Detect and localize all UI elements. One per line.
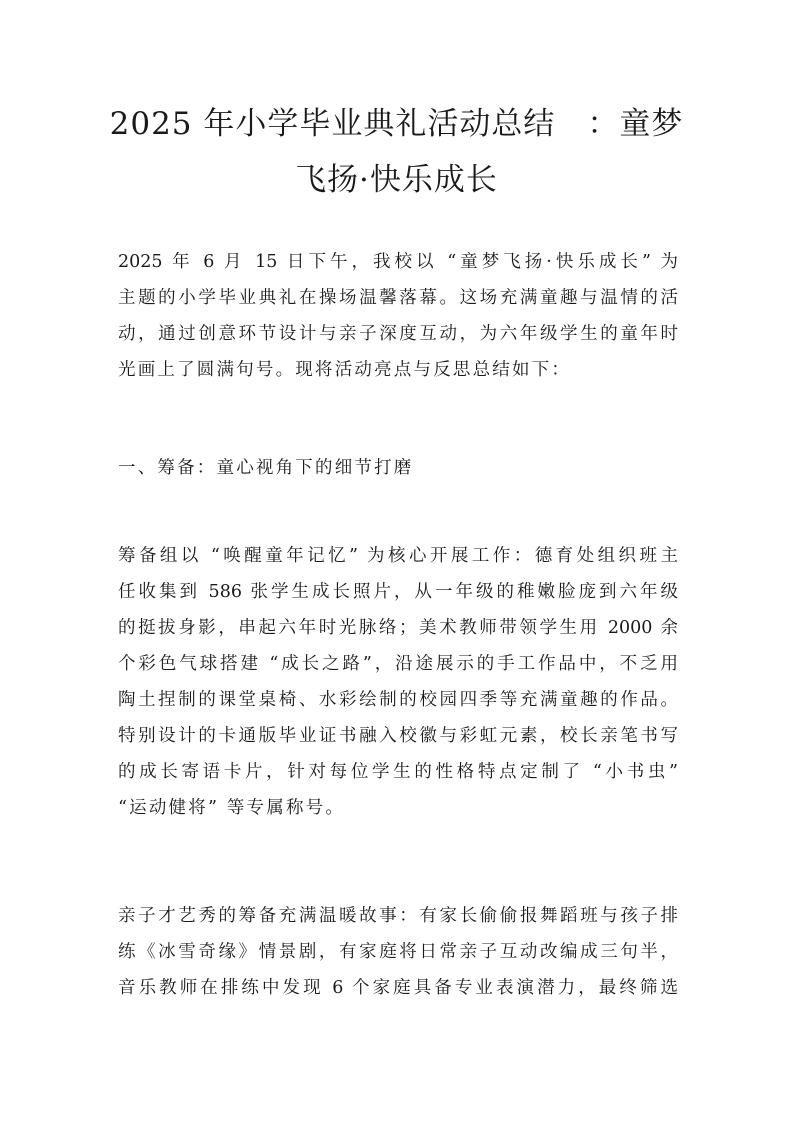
document-title (100, 96, 693, 208)
section-1-para-1-line-7: 的成长寄语卡片，针对每位学生的性格特点定制了 “小书虫” (118, 762, 678, 782)
intro-line-3: 动，通过创意环节设计与亲子深度互动，为六年级学生的童年时 (118, 324, 678, 344)
section-1-para-1-line-3: 的挺拔身影，串起六年时光脉络；美术教师带领学生用 2000 余 (118, 618, 678, 638)
title-line-2: 飞扬·快乐成长 (295, 162, 498, 198)
section-1-para-1-line-6: 特别设计的卡通版毕业证书融入校徽与彩虹元素，校长亲笔书写 (118, 726, 678, 746)
title-line-1: 2025 年小学毕业典礼活动总结 ：童梦 (109, 106, 684, 142)
intro-line-1: 2025 年 6 月 15 日下午，我校以 “童梦飞扬·快乐成长” 为 (118, 252, 678, 272)
intro-line-2: 主题的小学毕业典礼在操场温馨落幕。这场充满童趣与温情的活 (118, 288, 678, 308)
section-1-para-1-line-4: 个彩色气球搭建 “成长之路”，沿途展示的手工作品中，不乏用 (118, 654, 678, 674)
section-1-para-1-line-5: 陶土捏制的课堂桌椅、水彩绘制的校园四季等充满童趣的作品。 (118, 690, 678, 710)
section-1-para-2-line-3: 音乐教师在排练中发现 6 个家庭具备专业表演潜力，最终筛选 (118, 978, 678, 998)
section-1-heading: 一、筹备：童心视角下的细节打磨 (118, 458, 414, 478)
section-1-para-1-line-2: 任收集到 586 张学生成长照片，从一年级的稚嫩脸庞到六年级 (118, 582, 678, 602)
section-1-para-1-line-1: 筹备组以 “唤醒童年记忆” 为核心开展工作：德育处组织班主 (118, 546, 678, 566)
section-1-para-1-line-8: “运动健将” 等专属称号。 (118, 798, 346, 818)
section-1-para-2-line-1: 亲子才艺秀的筹备充满温暖故事：有家长偷偷报舞蹈班与孩子排 (118, 906, 678, 926)
intro-line-4: 光画上了圆满句号。现将活动亮点与反思总结如下： (118, 360, 572, 380)
section-1-para-2-line-2: 练《冰雪奇缘》情景剧，有家庭将日常亲子互动改编成三句半， (118, 942, 678, 962)
